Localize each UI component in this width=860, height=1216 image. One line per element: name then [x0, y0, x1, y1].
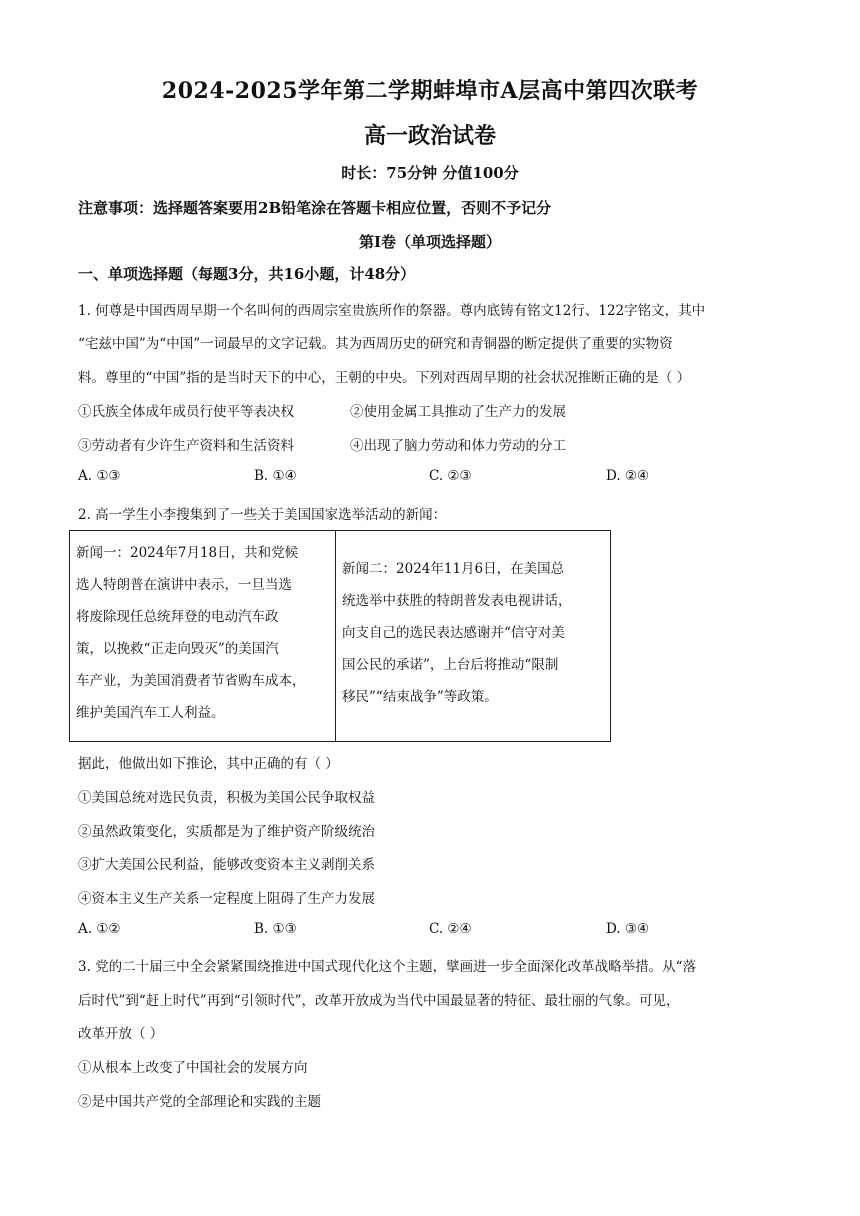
news-two-line: 移民”“结束战争”等政策。	[342, 689, 498, 705]
q2-option-a[interactable]: A. ①②	[78, 921, 121, 937]
q1-statement: ②使用金属工具推动了生产力的发展	[350, 404, 566, 420]
news-one-line: 新闻一：2024年7月18日，共和党候	[76, 545, 299, 561]
q1-statement: ①氏族全体成年成员行使平等表决权	[78, 404, 294, 420]
q1-line: 料。尊里的“中国”指的是当时天下的中心，王朝的中央。下列对西周早期的社会状况推断正确的是（ ）	[78, 370, 691, 386]
news-one-line: 将废除现任总统拜登的电动汽车政	[76, 609, 279, 625]
exam-meta: 时长：75分钟 分值100分	[341, 164, 519, 182]
news-two-cell	[336, 531, 610, 741]
q3-line: 3. 党的二十届三中全会紧紧围绕推进中国式现代化这个主题，擘画进一步全面深化改革战略举措。从“落	[78, 959, 697, 975]
news-one-line: 选人特朗普在演讲中表示，一旦当选	[76, 577, 292, 593]
news-table	[69, 530, 611, 742]
q3-statement: ①从根本上改变了中国社会的发展方向	[78, 1060, 308, 1076]
news-one-line: 策，以挽救“正走向毁灭”的美国汽	[76, 641, 279, 657]
q1-line: “宅兹中国”为“中国”一词最早的文字记载。其为西周历史的研究和青铜器的断定提供了重要的实物资	[78, 336, 673, 352]
q1-option-d[interactable]: D. ②④	[606, 468, 650, 484]
q2-prompt: 据此，他做出如下推论，其中正确的有（ ）	[78, 756, 339, 772]
q1-option-b[interactable]: B. ①④	[254, 468, 297, 484]
q1-option-c[interactable]: C. ②③	[429, 468, 472, 484]
news-two-line: 统选举中获胜的特朗普发表电视讲话，	[342, 593, 572, 609]
q1-statement: ③劳动者有少许生产资料和生活资料	[78, 438, 294, 454]
q1-line: 1. 何尊是中国西周早期一个名叫何的西周宗室贵族所作的祭器。尊内底铸有铭文12行、122字铭文，其中	[78, 303, 706, 319]
news-two-line: 国公民的承诺”，上台后将推动“限制	[342, 657, 559, 673]
news-one-line: 维护美国汽车工人利益。	[76, 705, 225, 721]
news-two-line: 向支自己的选民表达感谢并“信守对美	[342, 625, 565, 641]
exam-notice: 注意事项：选择题答案要用2B铅笔涂在答题卡相应位置，否则不予记分	[78, 199, 552, 217]
q3-line: 后时代”到“赶上时代”再到“引领时代”，改革开放成为当代中国最显著的特征、最壮丽的气象。可见，	[78, 993, 680, 1009]
news-two-line: 新闻二：2024年11月6日，在美国总	[342, 561, 565, 577]
q2-statement: ④资本主义生产关系一定程度上阻碍了生产力发展	[78, 891, 375, 907]
q2-option-c[interactable]: C. ②④	[429, 921, 472, 937]
exam-subtitle: 高一政治试卷	[363, 123, 496, 149]
q2-statement: ③扩大美国公民利益，能够改变资本主义剥削关系	[78, 857, 375, 873]
q2-stem: 2. 高一学生小李搜集到了一些关于美国国家选举活动的新闻：	[78, 507, 447, 523]
q3-statement: ②是中国共产党的全部理论和实践的主题	[78, 1094, 321, 1110]
q1-statement: ④出现了脑力劳动和体力劳动的分工	[350, 438, 566, 454]
news-one-cell	[70, 531, 336, 741]
q1-option-a[interactable]: A. ①③	[78, 468, 121, 484]
q2-statement: ①美国总统对选民负责，积极为美国公民争取权益	[78, 790, 375, 806]
exam-title: 2024-2025学年第二学期蚌埠市A层高中第四次联考	[161, 78, 699, 104]
q2-statement: ②虽然政策变化，实质都是为了维护资产阶级统治	[78, 824, 375, 840]
q2-option-d[interactable]: D. ③④	[606, 921, 650, 937]
part-heading: 第Ⅰ卷（单项选择题）	[358, 233, 502, 251]
q2-option-b[interactable]: B. ①③	[254, 921, 297, 937]
q3-line: 改革开放（ ）	[78, 1026, 164, 1042]
news-one-line: 车产业，为美国消费者节省购车成本，	[76, 673, 306, 689]
section-heading: 一、单项选择题（每题3分，共16小题，计48分）	[78, 265, 416, 283]
